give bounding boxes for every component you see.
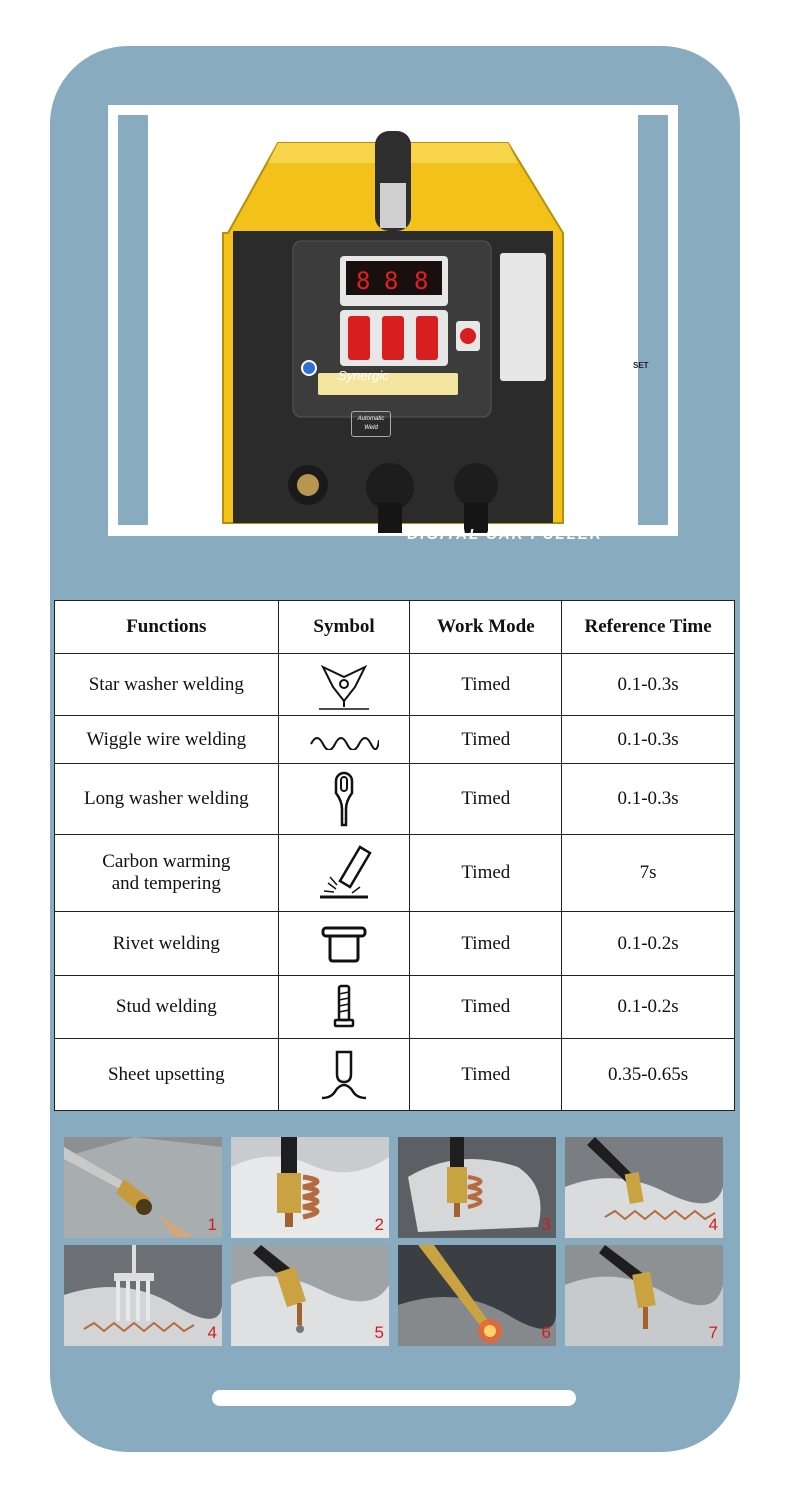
work-mode-cell: Timed xyxy=(410,716,562,764)
spot-welder-machine-illustration xyxy=(218,123,568,533)
photo-number: 2 xyxy=(374,1215,384,1234)
work-mode-cell: Timed xyxy=(410,1039,562,1111)
mode-badge: Automatic Weld xyxy=(351,411,391,437)
reference-time-cell: 0.1-0.3s xyxy=(562,716,735,764)
svg-text:8: 8 xyxy=(414,267,429,295)
reference-time-cell: 7s xyxy=(562,835,735,912)
usage-photo xyxy=(398,1137,556,1238)
function-cell: Long washer welding xyxy=(55,764,279,835)
stud-icon xyxy=(333,984,355,1030)
table-row xyxy=(55,764,735,835)
header-reference-time: Reference Time xyxy=(562,601,735,654)
usage-photo xyxy=(398,1245,556,1346)
set-label: SET xyxy=(633,361,649,370)
carbon-rod-icon xyxy=(316,843,372,903)
reference-time-cell: 0.1-0.2s xyxy=(562,912,735,976)
usage-photo-gallery xyxy=(64,1137,724,1346)
table-row xyxy=(55,1039,735,1111)
photo-number: 6 xyxy=(541,1323,551,1342)
header-symbol: Symbol xyxy=(278,601,410,654)
star-washer-icon xyxy=(317,657,371,713)
table-row xyxy=(55,835,735,912)
rivet-icon xyxy=(320,924,368,964)
symbol-cell xyxy=(278,716,410,764)
symbol-cell xyxy=(278,976,410,1039)
function-cell: Rivet welding xyxy=(55,912,279,976)
photo-number: 1 xyxy=(207,1215,217,1234)
usage-photo xyxy=(565,1137,723,1238)
table-row xyxy=(55,654,735,716)
photo-number: 4 xyxy=(207,1323,217,1342)
photo-side-bar-left xyxy=(118,115,148,525)
table-row xyxy=(55,912,735,976)
photo-number: 4 xyxy=(708,1215,718,1234)
symbol-cell xyxy=(278,654,410,716)
symbol-cell xyxy=(278,764,410,835)
table-header-row xyxy=(55,601,735,654)
photo-number: 3 xyxy=(541,1215,551,1234)
work-mode-cell: Timed xyxy=(410,912,562,976)
product-name-label: DIGITAL CAR PULLER xyxy=(407,526,603,543)
reference-time-cell: 0.35-0.65s xyxy=(562,1039,735,1111)
function-cell: Wiggle wire welding xyxy=(55,716,279,764)
product-photo xyxy=(108,105,678,543)
home-indicator-bar[interactable] xyxy=(212,1390,576,1406)
reference-time-cell: 0.1-0.3s xyxy=(562,654,735,716)
table-row xyxy=(55,976,735,1039)
table-row xyxy=(55,716,735,764)
usage-photo xyxy=(565,1245,723,1346)
photo-number: 5 xyxy=(374,1323,384,1342)
symbol-cell xyxy=(278,835,410,912)
function-cell: Carbon warming and tempering xyxy=(55,835,279,912)
reference-time-cell: 0.1-0.2s xyxy=(562,976,735,1039)
svg-text:8: 8 xyxy=(356,267,371,295)
wiggle-wire-icon xyxy=(309,730,379,750)
photo-number: 7 xyxy=(708,1323,718,1342)
header-work-mode: Work Mode xyxy=(410,601,562,654)
long-washer-icon xyxy=(332,769,356,829)
function-cell: Stud welding xyxy=(55,976,279,1039)
usage-photo xyxy=(231,1245,389,1346)
work-mode-cell: Timed xyxy=(410,976,562,1039)
function-cell: Sheet upsetting xyxy=(55,1039,279,1111)
usage-photo xyxy=(64,1137,222,1238)
brand-label: Synergic xyxy=(338,368,389,383)
photo-side-bar-right xyxy=(638,115,668,525)
usage-photo xyxy=(231,1137,389,1238)
reference-time-cell: 0.1-0.3s xyxy=(562,764,735,835)
functions-table xyxy=(54,600,735,1111)
symbol-cell xyxy=(278,912,410,976)
work-mode-cell: Timed xyxy=(410,835,562,912)
svg-text:8: 8 xyxy=(384,267,399,295)
function-cell: Star washer welding xyxy=(55,654,279,716)
sheet-upsetting-icon xyxy=(320,1048,368,1102)
work-mode-cell: Timed xyxy=(410,764,562,835)
header-functions: Functions xyxy=(55,601,279,654)
symbol-cell xyxy=(278,1039,410,1111)
work-mode-cell: Timed xyxy=(410,654,562,716)
usage-photo xyxy=(64,1245,222,1346)
